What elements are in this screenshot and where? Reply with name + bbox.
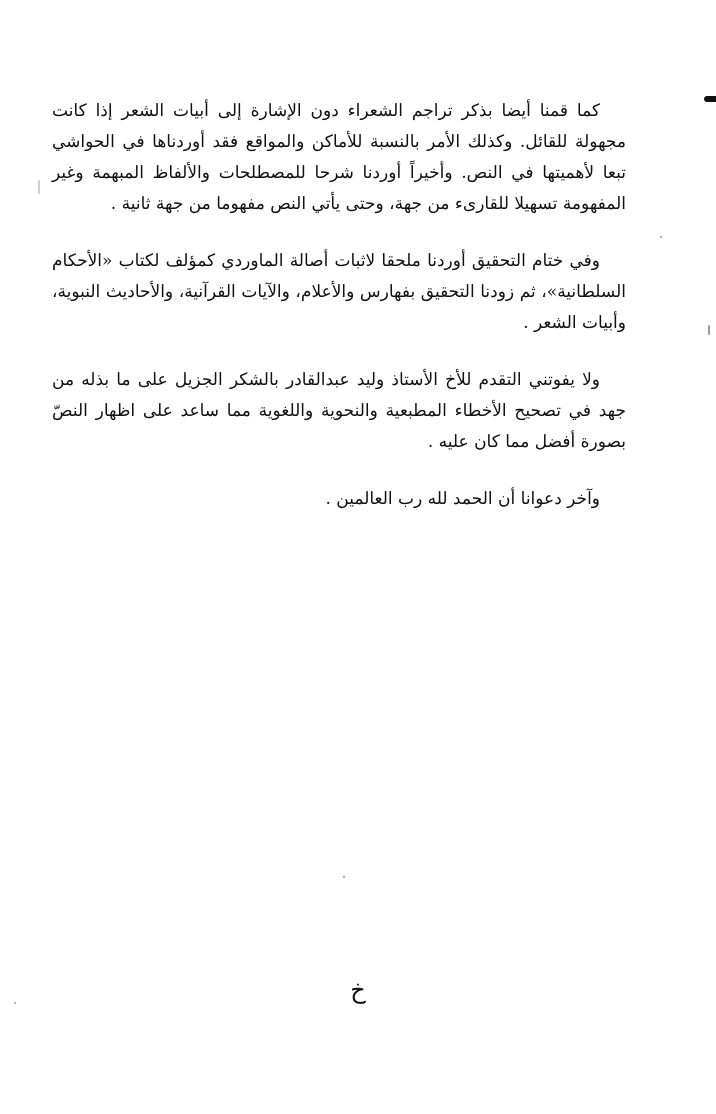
paragraph-appendix: وفي ختام التحقيق أوردنا ملحقا لاثبات أصالة الماوردي كمؤلف لكتاب «الأحكام السلطانية»، ثم زودنا التحقيق بفهارس والأعلام، والآيات القرآنية، والأحاديث النبوية، وأبيات الشعر . [52,251,626,333]
paragraph-closing: وآخر دعوانا أن الحمد لله رب العالمين . [325,489,600,509]
scan-speck [343,876,345,878]
body-text [52,96,626,515]
scan-speck [660,236,662,238]
scan-edge-mark [704,96,716,102]
paragraph-acknowledgement: ولا يفوتني التقدم للأخ الأستاذ وليد عبدالقادر بالشكر الجزيل على ما بذله من جهد في تصحيح الأخطاء المطبعية والنحوية واللغوية مما ساعد على اظهار النصّ بصورة أفضل مما كان عليه . [52,370,626,452]
scan-speck [708,325,710,335]
paragraph-translations: كما قمنا أيضا بذكر تراجم الشعراء دون الإشارة إلى أبيات الشعر إذا كانت مجهولة للقائل. وكذلك الأمر بالنسبة للأماكن والمواقع فقد أوردناها في الحواشي تبعا لأهميتها في النص. وأخيراً أوردنا شرحا للمصطلحات والألفاظ المبهمة وغير المفهومة تسهيلا للقارىء من جهة، وحتى يأتي النص مفهوما من جهة ثانية . [52,101,626,214]
scan-speck [38,180,40,194]
page-number: خ [350,976,366,1004]
